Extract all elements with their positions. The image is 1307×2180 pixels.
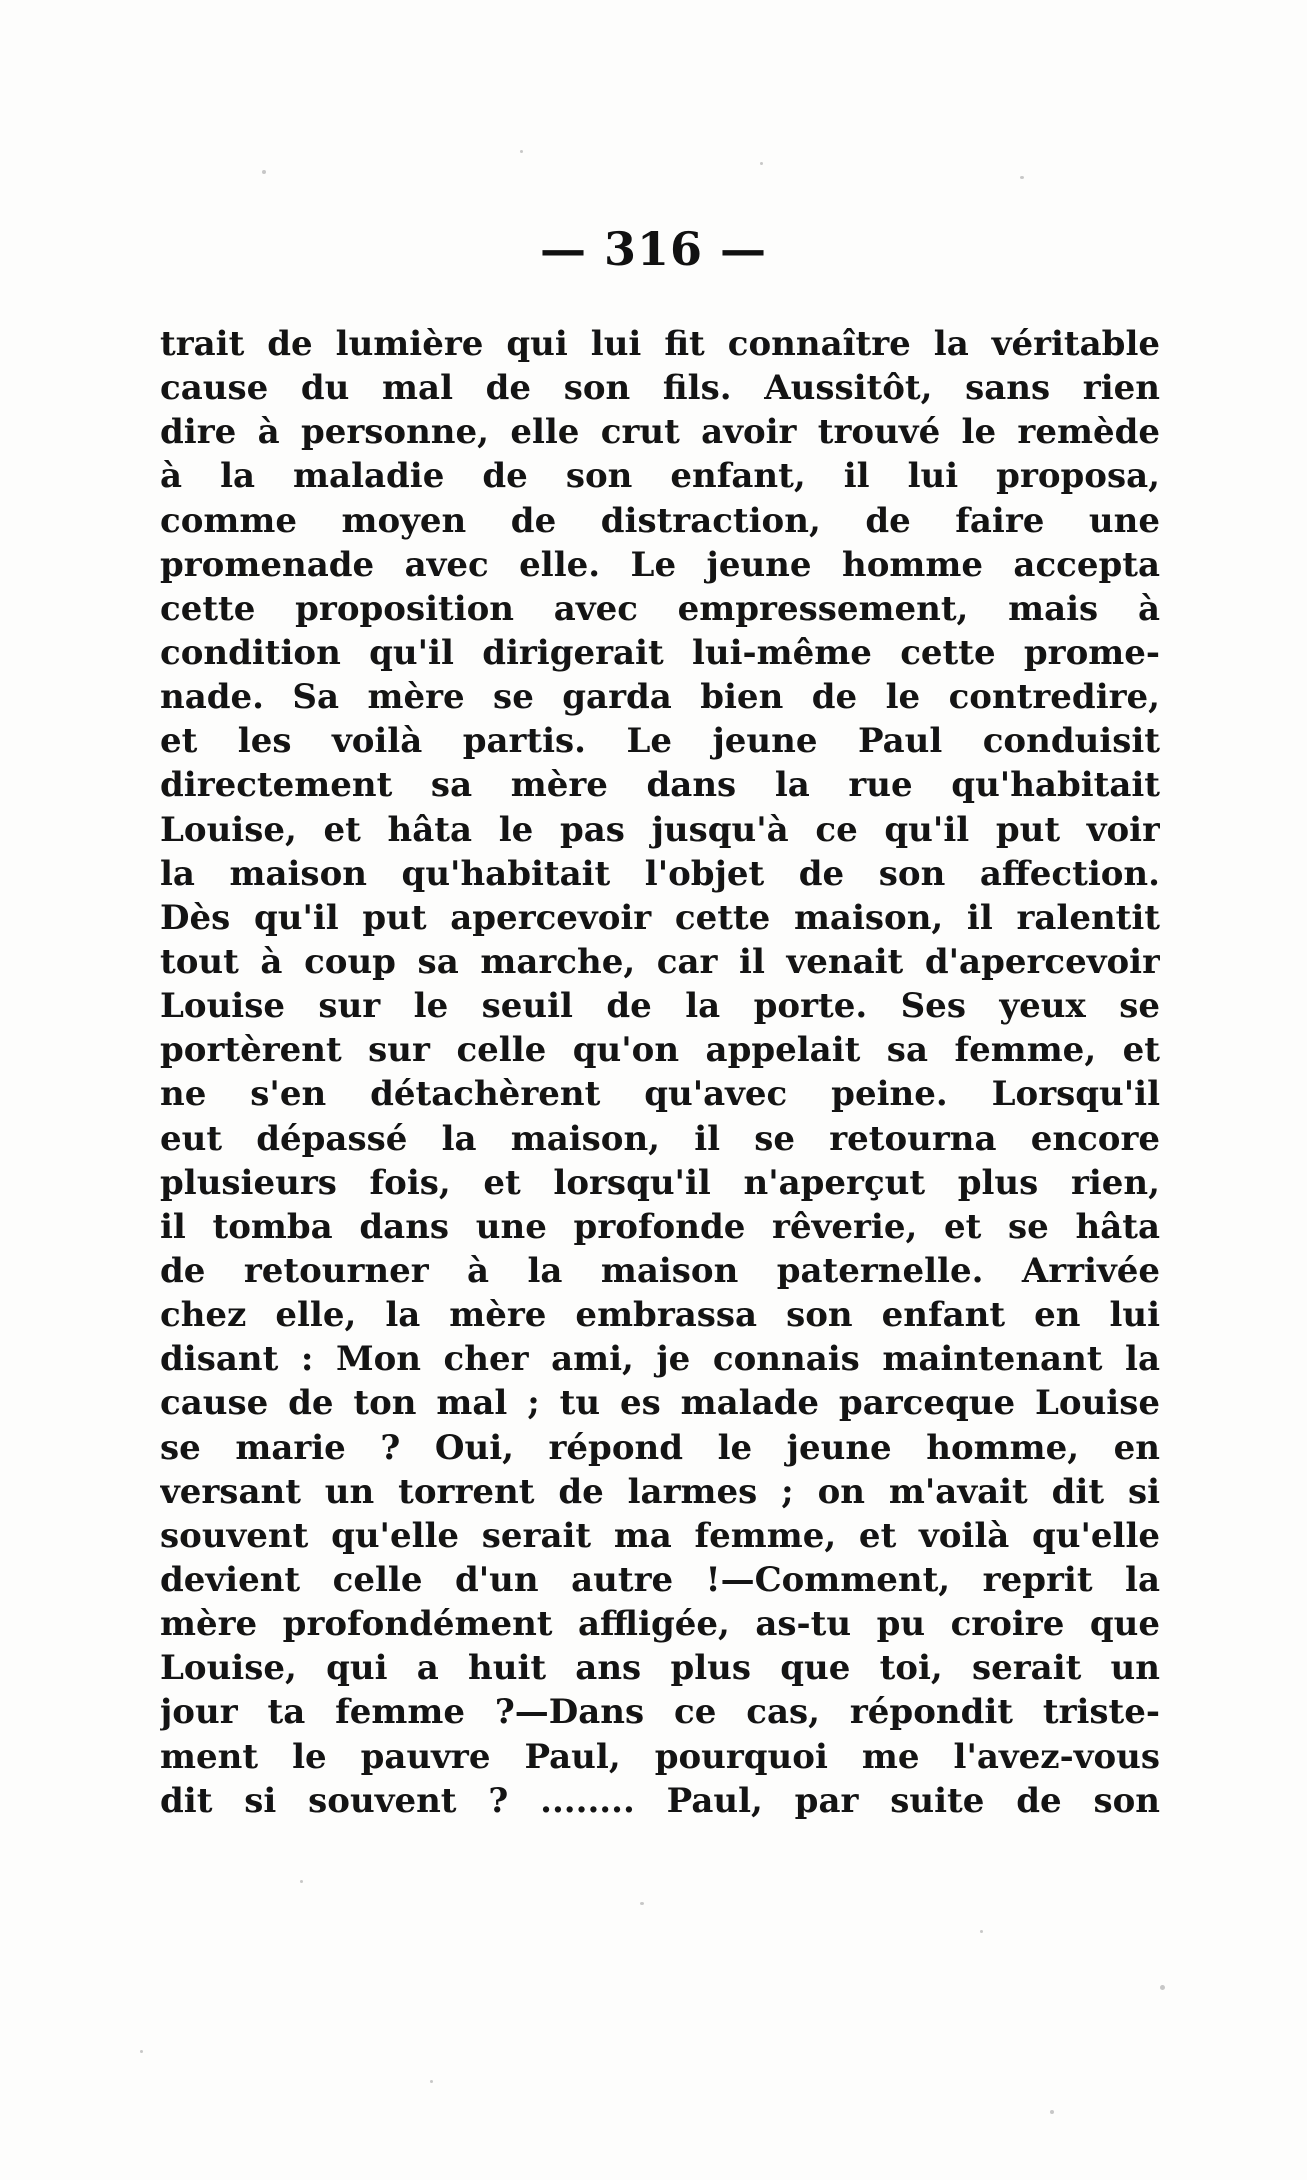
text-line: jour ta femme ?—Dans ce cas, répondit triste- xyxy=(160,1692,1160,1733)
text-line: cause de ton mal ; tu es malade parceque Louise xyxy=(160,1383,1160,1424)
text-line: Dès qu'il put apercevoir cette maison, il ralentit xyxy=(160,897,1160,938)
text-line: condition qu'il dirigerait lui-même cette prome- xyxy=(160,632,1160,673)
scan-speck xyxy=(640,1902,644,1905)
scan-speck xyxy=(1050,2110,1054,2114)
scan-speck xyxy=(1160,1985,1165,1990)
text-line: ne s'en détachèrent qu'avec peine. Lorsqu'il xyxy=(160,1074,1160,1115)
text-line: portèrent sur celle qu'on appelait sa femme, et xyxy=(160,1030,1160,1071)
text-line: directement sa mère dans la rue qu'habitait xyxy=(160,765,1160,806)
scan-speck xyxy=(300,1880,303,1883)
text-line: cause du mal de son fils. Aussitôt, sans rien xyxy=(160,368,1160,409)
text-line: la maison qu'habitait l'objet de son affection. xyxy=(160,853,1160,894)
text-line: disant : Mon cher ami, je connais maintenant la xyxy=(160,1339,1160,1380)
scan-speck xyxy=(140,2050,143,2053)
page-number: — 316 — xyxy=(539,222,768,276)
text-line: comme moyen de distraction, de faire une xyxy=(160,500,1160,541)
text-line: se marie ? Oui, répond le jeune homme, en xyxy=(160,1427,1160,1468)
text-line: plusieurs fois, et lorsqu'il n'aperçut plus rien, xyxy=(160,1162,1160,1203)
scan-speck xyxy=(262,170,266,174)
text-line: tout à coup sa marche, car il venait d'apercevoir xyxy=(160,941,1160,982)
text-line: dire à personne, elle crut avoir trouvé le remède xyxy=(160,412,1160,453)
text-line: versant un torrent de larmes ; on m'avait dit si xyxy=(160,1471,1160,1512)
text-line: et les voilà partis. Le jeune Paul conduisit xyxy=(160,721,1160,762)
scan-speck xyxy=(980,1930,983,1933)
scan-speck xyxy=(1020,176,1024,179)
text-line: devient celle d'un autre !—Comment, reprit la xyxy=(160,1559,1160,1600)
scan-speck xyxy=(520,150,523,153)
text-line: Louise, qui a huit ans plus que toi, serait un xyxy=(160,1648,1160,1689)
text-line: il tomba dans une profonde rêverie, et se hâta xyxy=(160,1206,1160,1247)
text-line: dit si souvent ? ........ Paul, par suite de son xyxy=(160,1780,1160,1821)
text-line: mère profondément affligée, as-tu pu croire que xyxy=(160,1604,1160,1645)
text-line: souvent qu'elle serait ma femme, et voilà qu'elle xyxy=(160,1515,1160,1556)
text-line: de retourner à la maison paternelle. Arrivée xyxy=(160,1250,1160,1291)
text-line: chez elle, la mère embrassa son enfant en lui xyxy=(160,1295,1160,1336)
text-line: Louise, et hâta le pas jusqu'à ce qu'il put voir xyxy=(160,809,1160,850)
text-line: trait de lumière qui lui fit connaître la véritable xyxy=(160,324,1160,364)
body-text xyxy=(160,322,1160,1823)
text-line: nade. Sa mère se garda bien de le contredire, xyxy=(160,677,1160,718)
text-line: ment le pauvre Paul, pourquoi me l'avez-vous xyxy=(160,1736,1160,1777)
text-line: à la maladie de son enfant, il lui proposa, xyxy=(160,456,1160,497)
scan-speck xyxy=(430,2080,433,2083)
text-line: cette proposition avec empressement, mais à xyxy=(160,588,1160,629)
text-line: promenade avec elle. Le jeune homme accepta xyxy=(160,544,1160,585)
text-line: eut dépassé la maison, il se retourna encore xyxy=(160,1118,1160,1159)
scan-speck xyxy=(760,162,763,165)
text-line: Louise sur le seuil de la porte. Ses yeux se xyxy=(160,986,1160,1027)
